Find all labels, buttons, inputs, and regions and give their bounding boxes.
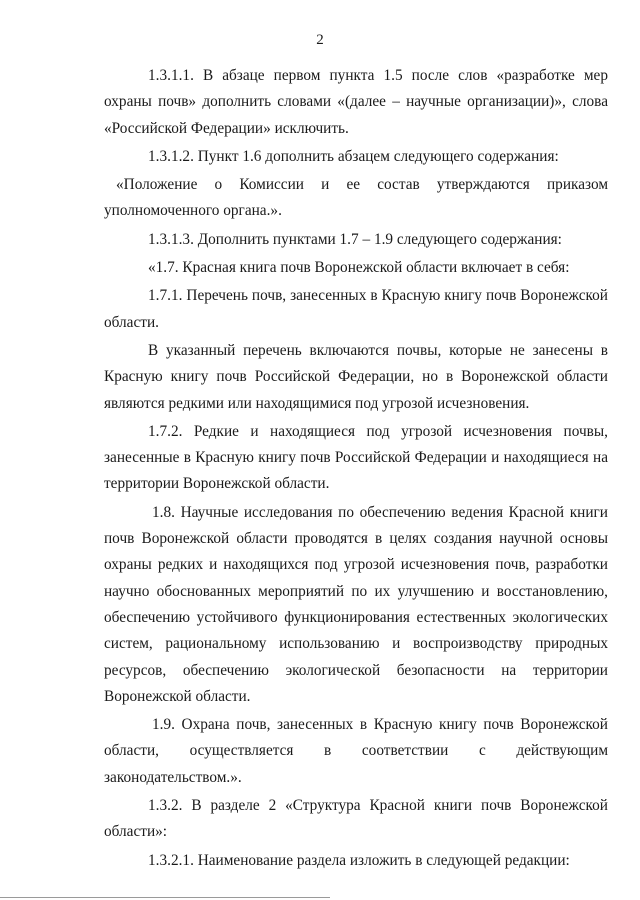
paragraph-list-inclusion: В указанный перечень включаются почвы, которые не занесены в Красную книгу почв Российской Федерации, но в Воронежской области являются редкими или находящимися под угрозой исчезновения. bbox=[104, 341, 608, 412]
paragraph-1-9: 1.9. Охрана почв, занесенных в Красную книгу почв Воронежской области, осуществляется в соответствии с действующим законодательством.». bbox=[104, 716, 608, 786]
paragraph-commission-regulation: «Положение о Комиссии и ее состав утверждаются приказом уполномоченного органа.». bbox=[104, 176, 608, 220]
paragraph-1-8: 1.8. Научные исследования по обеспечению ведения Красной книги почв Воронежской области проводятся в целях создания научной основы охраны редких и находящихся под угрозой исчезновения почв, разработки научно обоснованных мероприятий по их улучшению и восстановлению, обеспечению устойчивого функционирования естественных экологических систем, рациональному использованию и воспроизводству природных ресурсов, обеспечению экологической безопасности на территории Воронежской области. bbox=[104, 503, 608, 705]
page-number: 2 bbox=[316, 32, 324, 48]
paragraph-1-3-1-2: 1.3.1.2. Пункт 1.6 дополнить абзацем следующего содержания: bbox=[148, 147, 559, 165]
paragraph-1-3-1-1: 1.3.1.1. В абзаце первом пункта 1.5 после слов «разработке мер охраны почв» дополнить словами «(далее – научные организации)», слова «Российской Федерации» исключить. bbox=[104, 67, 608, 137]
paragraph-1-3-2: 1.3.2. В разделе 2 «Структура Красной книги почв Воронежской области»: bbox=[104, 797, 608, 841]
scan-edge-line bbox=[0, 897, 330, 898]
paragraph-1-7-1: 1.7.1. Перечень почв, занесенных в Красную книгу почв Воронежской области. bbox=[104, 287, 608, 331]
document-body bbox=[104, 63, 608, 874]
paragraph-1-7-2: 1.7.2. Редкие и находящиеся под угрозой исчезновения почвы, занесенные в Красную книгу почв Российской Федерации и находящиеся на территории Воронежской области. bbox=[104, 422, 608, 493]
paragraph-1-3-2-1: 1.3.2.1. Наименование раздела изложить в следующей редакции: bbox=[148, 851, 570, 869]
paragraph-1-3-1-3: 1.3.1.3. Дополнить пунктами 1.7 – 1.9 следующего содержания: bbox=[148, 230, 562, 248]
paragraph-1-7: «1.7. Красная книга почв Воронежской области включает в себя: bbox=[148, 259, 570, 277]
